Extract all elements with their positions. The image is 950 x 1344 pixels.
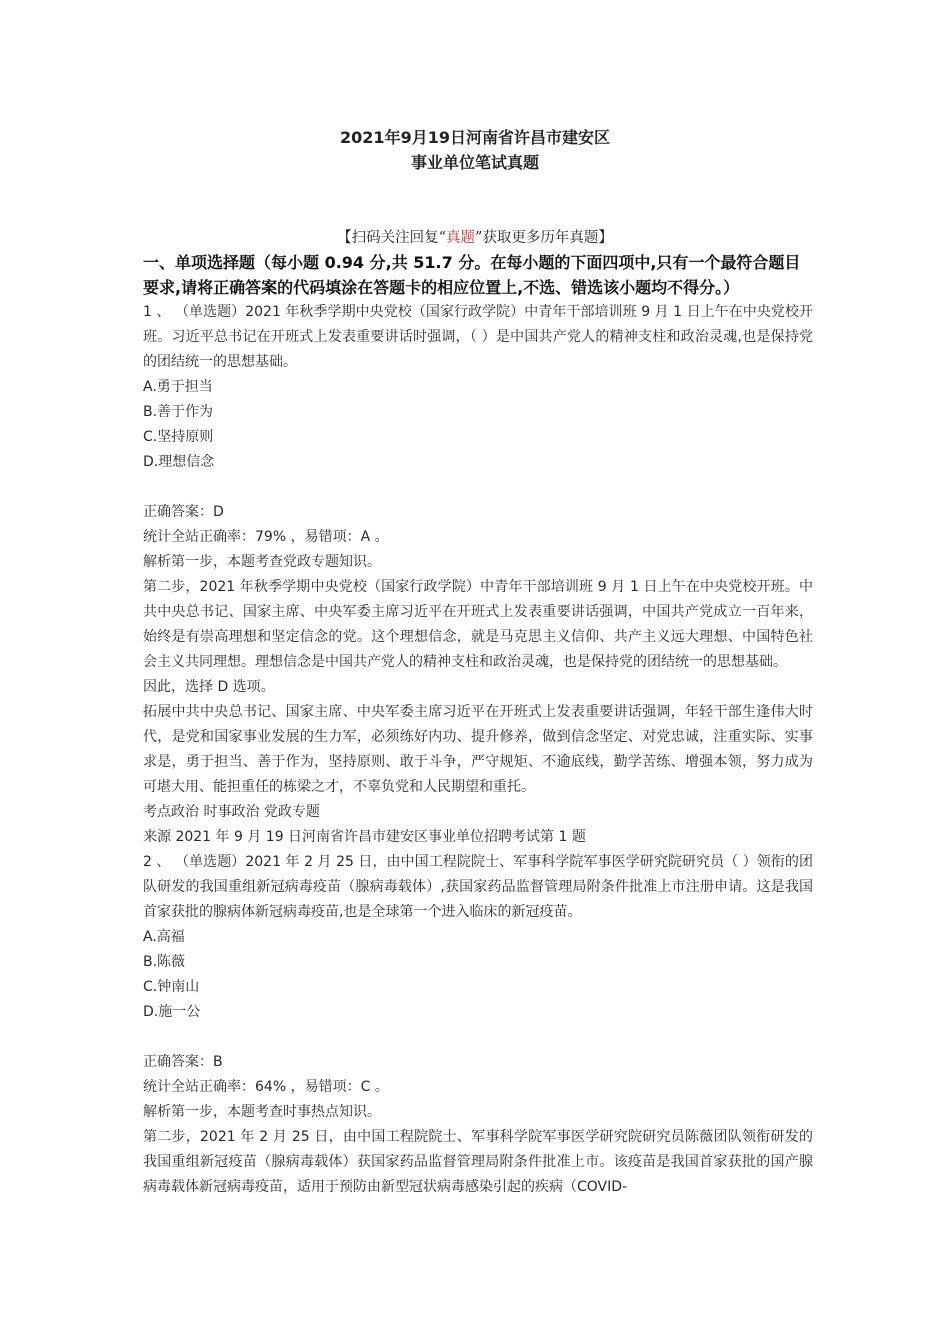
document-title-line1: 2021年9月19日河南省许昌市建安区 [340,128,610,147]
question-2-stem: 2 、 （单选题）2021 年 2 月 25 日，由中国工程院院士、军事科学院军事医学研究院研究员（ ）领衔的团队研发的我国重组新冠病毒疫苗（腺病毒载体）,获国家药品监督管理局附条件批准上市注册申请。这是我国首家获批的腺病体新冠病毒疫苗,也是全球第一个进入临床的新冠疫苗。 [143,854,813,920]
question-1-extension: 拓展中共中央总书记、国家主席、中央军委主席习近平在开班式上发表重要讲话强调，年轻干部生逢伟大时代，是党和国家事业发展的生力军，必须练好内功、提升修养，做到信念坚定、对党忠诚，注重实际、实事求是，勇于担当、善于作为，坚持原则、敢于斗争，严守规矩、不逾底线，勤学苦练、增强本领，努力成为可堪大用、能担重任的栋梁之才，不辜负党和人民期望和重托。 [143,704,813,795]
question-1-points: 考点政治 时事政治 党政专题 [143,804,320,820]
promo-highlight: 真题 [446,230,475,246]
question-2-analysis-step2: 第二步，2021 年 2 月 25 日，由中国工程院院士、军事科学院军事医学研究院研究员陈薇团队领衔研发的我国重组新冠疫苗（腺病毒载体）获国家药品监督管理局附条件批准上市。该疫苗是我国首家获批的国产腺病毒载体新冠病毒疫苗，适用于预防由新型冠状病毒感染引起的疾病（COVID- [143,1129,813,1195]
promo-text-after: ”获取更多历年真题】 [475,230,613,246]
question-2-stats: 统计全站正确率：64% ，易错项：C 。 [143,1079,389,1095]
question-2-option-d: D.施一公 [143,1004,201,1020]
question-content [143,300,813,1200]
question-1-analysis-step1: 解析第一步，本题考查党政专题知识。 [143,554,381,570]
question-1-stem: 1 、 （单选题）2021 年秋季学期中央党校（国家行政学院）中青年干部培训班 9 月 1 日上午在中央党校开班。习近平总书记在开班式上发表重要讲话时强调，（ ）是中国共产党人的精神支柱和政治灵魂,也是保持党的团结统一的思想基础。 [143,304,813,370]
spacer [143,475,813,500]
question-1-source: 来源 2021 年 9 月 19 日河南省许昌市建安区事业单位招聘考试第 1 题 [143,829,586,845]
question-1-answer: 正确答案：D [143,504,224,520]
spacer [143,1025,813,1050]
document-title-line2: 事业单位笔试真题 [410,153,539,172]
question-2-option-a: A.高福 [143,929,185,945]
question-2-analysis-step1: 解析第一步，本题考查时事热点知识。 [143,1104,381,1120]
question-2-option-b: B.陈薇 [143,954,186,970]
question-1-stats: 统计全站正确率：79% ，易错项：A 。 [143,529,389,545]
question-1-option-d: D.理想信念 [143,454,215,470]
question-1-option-c: C.坚持原则 [143,429,214,445]
question-1-option-b: B.善于作为 [143,404,214,420]
question-2-option-c: C.钟南山 [143,979,200,995]
question-1-conclusion: 因此，选择 D 选项。 [143,679,275,695]
promo-text-before: 【扫码关注回复“ [337,230,446,246]
promo-banner [0,226,950,250]
section-heading: 一、单项选择题（每小题 0.94 分,共 51.7 分。在每小题的下面四项中,只有一个最符合题目要求,请将正确答案的代码填涂在答题卡的相应位置上,不选、错选该小题均不得分。） [143,253,801,297]
question-1-option-a: A.勇于担当 [143,379,213,395]
question-2-answer: 正确答案：B [143,1054,223,1070]
question-1-analysis-step2: 第二步，2021 年秋季学期中央党校（国家行政学院）中青年干部培训班 9 月 1 日上午在中央党校开班。中共中央总书记、国家主席、中央军委主席习近平在开班式上发表重要讲话强调，中国共产党成立一百年来，始终是有崇高理想和坚定信念的党。这个理想信念，就是马克思主义信仰、共产主义远大理想、中国特色社会主义共同理想。理想信念是中国共产党人的精神支柱和政治灵魂，也是保持党的团结统一的思想基础。 [143,579,813,670]
